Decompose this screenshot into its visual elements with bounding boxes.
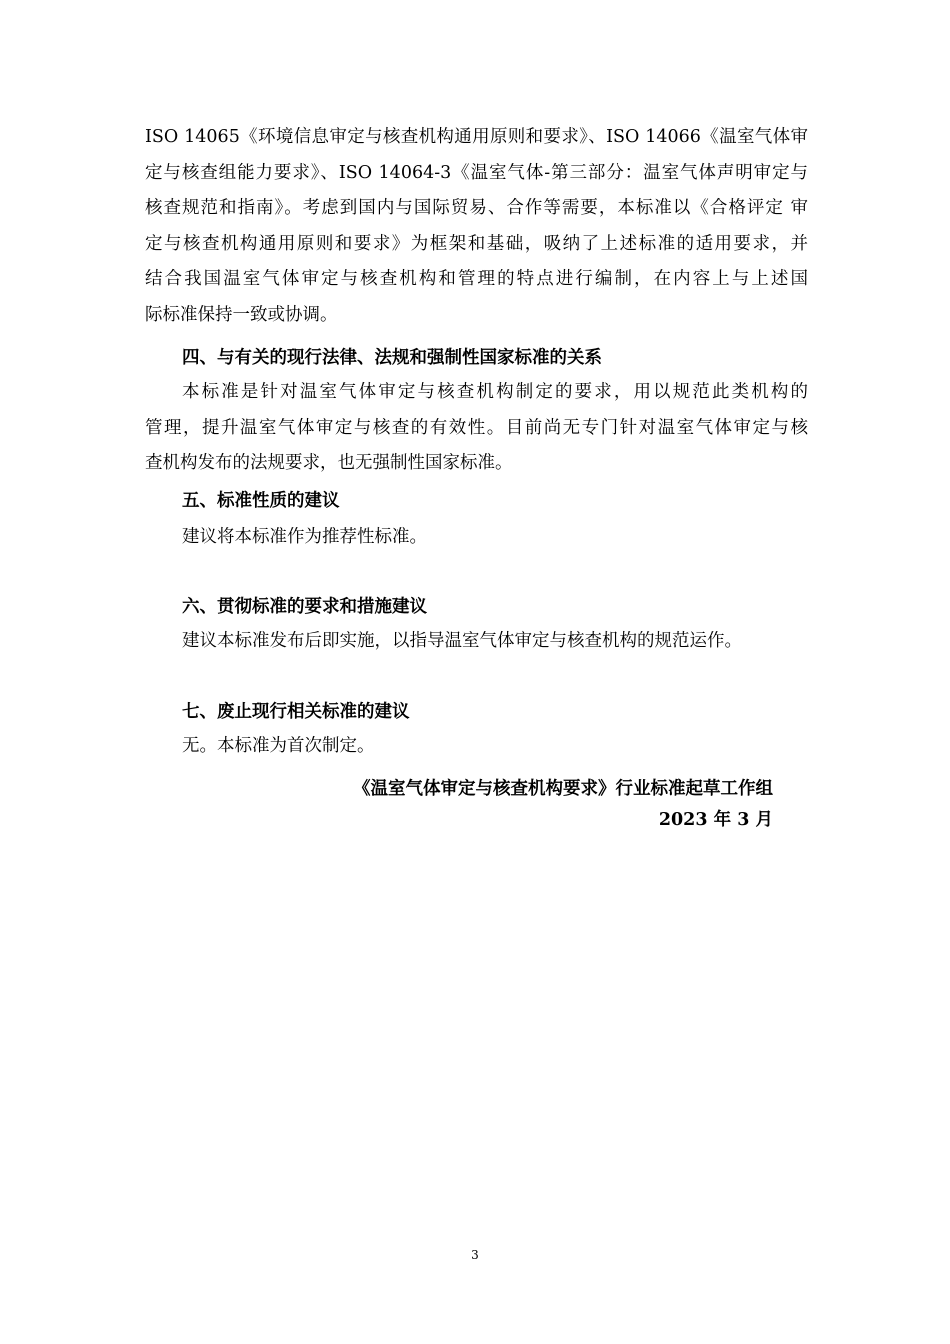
intro-line-5: 结合我国温室气体审定与核查机构和管理的特点进行编制，在内容上与上述国 <box>145 269 808 289</box>
section4-heading: 四、与有关的现行法律、法规和强制性国家标准的关系 <box>182 348 602 368</box>
intro-line-2: 定与核查组能力要求》、ISO 14064-3《温室气体-第三部分：温室气体声明审定与 <box>145 162 808 183</box>
page-number: 3 <box>471 1248 479 1262</box>
intro-line-3: 核查规范和指南》。考虑到国内与国际贸易、合作等需要，本标准以《合格评定 审 <box>145 198 808 218</box>
section4-line-3: 查机构发布的法规要求，也无强制性国家标准。 <box>145 453 513 473</box>
section6-heading: 六、贯彻标准的要求和措施建议 <box>182 597 427 617</box>
intro-paragraph <box>145 120 808 333</box>
signature-organization: 《温室气体审定与核查机构要求》行业标准起草工作组 <box>353 779 773 799</box>
section7-text: 无。本标准为首次制定。 <box>182 736 375 756</box>
section4-line-1: 本标准是针对温室气体审定与核查机构制定的要求，用以规范此类机构的 <box>182 382 808 402</box>
intro-line-4: 定与核查机构通用原则和要求》为框架和基础，吸纳了上述标准的适用要求，并 <box>145 233 808 254</box>
section5-heading: 五、标准性质的建议 <box>182 491 340 511</box>
section4-line-2: 管理，提升温室气体审定与核查的有效性。目前尚无专门针对温室气体审定与核 <box>145 417 808 438</box>
intro-line-6: 际标准保持一致或协调。 <box>145 304 338 325</box>
section4-paragraph <box>145 375 808 482</box>
section6-text: 建议本标准发布后即实施，以指导温室气体审定与核查机构的规范运作。 <box>182 631 742 651</box>
signature-date: 2023 年 3 月 <box>658 810 773 830</box>
intro-line-1: ISO 14065《环境信息审定与核查机构通用原则和要求》、ISO 14066《温室气体审 <box>145 127 808 147</box>
section7-heading: 七、废止现行相关标准的建议 <box>182 702 410 722</box>
section5-text: 建议将本标准作为推荐性标准。 <box>182 527 427 547</box>
